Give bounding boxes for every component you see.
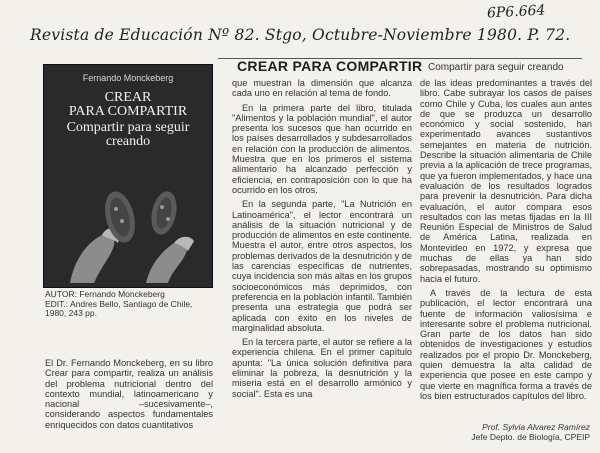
text-column-right (420, 78, 592, 424)
review-signature (428, 422, 590, 442)
paragraph: En la primera parte del libro, titulada "Alimentos y la población mundial", el autor presenta los sucesos que han ocurrido en los países desarrollados y subdesarrollados en relación con la producción de alimentos. Muestra que en los primeros el sistema alimentario ha alcanzado perfección y eficiencia, en contraposición con lo que ha ocurrido en los otros. (232, 102, 412, 195)
paragraph: A través de la lectura de esta publicación, el lector encontrará una fuente de información valiosísima e interesante sobre el problema nutricional. Gran parte de los datos han sido obtenidos de investigaciones y estudios realizados por el propio Dr. Monckeberg, quien demuestra la alta calidad de experiencia que posee en este campo y que vierte en magnífica forma a través de los bien estructurados capítulos del libro. (420, 287, 592, 401)
catalog-number: 6P6.664 (486, 2, 546, 22)
text-column-middle (232, 78, 412, 450)
caption-author: AUTOR: Fernando Monckeberg (45, 289, 165, 299)
cover-subtitle: Compartir para seguir creando (66, 120, 190, 149)
paragraph: En la segunda parte, "La Nutrición en Latinoamérica", el lector encontrará un análisis de la situación nutricional y de producción de alimentos en este continente. Muestra el autor, entre otros aspectos, los problemas derivados de la desnutrición y de las carencias específicas de nutrientes, cuya incidencia son más altas en los grupos socioeconómicos más deprimidos, con preferencia en la población infantil. También presenta una estrategia que podrá ser aplicada con éxito en los niveles de marginalidad absoluta. (232, 199, 412, 333)
paragraph: de las ideas predominantes a través del libro. Cabe subrayar los casos de países como Chile y Cuba, los cuales aun antes de que se produzca un desarrollo económico y social sostenido, han experimentado avances sustantivos semejantes en materia de nutrición. Describe la situación alimentaria de Chile previa a la aplicación de trece programas, que ya fueron implementados, y hace una evaluación de los resultados logrados para prevenir la desnutrición. Para dicha evaluación, el autor compara esos resultados con las metas fijadas en la III Reunión Especial de Ministros de Salud de América Latina, realizada en Montevideo en 1972, y expresa que muchas de ellas ya han sido sobrepasadas, mostrando su optimismo hacia el futuro. (420, 78, 592, 284)
book-cover (43, 64, 213, 288)
caption-publisher: EDIT.: Andres Bello, Santiago de Chile, (45, 298, 193, 309)
cover-author: Fernando Monckeberg (82, 73, 174, 83)
cover-illustration (50, 169, 206, 283)
text-column-left (45, 358, 213, 450)
book-caption (45, 290, 213, 319)
signature-name: Prof. Sylvia Alvarez Ramírez (482, 422, 590, 432)
article-subheading: Compartir para seguir creando (428, 62, 564, 73)
signature-role: Jefe Depto. de Biología, CPEIP (471, 432, 590, 442)
paragraph: que muestran la dimensión que alcanza cada uno en relación al tema de fondo. (232, 78, 412, 99)
paragraph: El Dr. Fernando Monckeberg, en su libro Crear para compartir, realiza un análisis del problema nutricional dentro del contexto mundial, latinoamericano y nacional –sucesivamente–, considerando aspectos fundamentales enriquecidos con datos cuantitativos (45, 358, 213, 430)
caption-year: 1980, 243 pp. (45, 308, 97, 318)
cover-title: CREAR PARA COMPARTIR (68, 90, 188, 119)
handwritten-source-note: Revista de Educación Nº 82. Stgo, Octubre-Noviembre 1980. P. 72. (30, 26, 571, 44)
paragraph: En la tercera parte, el autor se refiere a la experiencia chilena. En el primer capítulo apunta: "La única solución definitiva para eliminar la pobreza, la desnutrición y la miseria está en el desarrollo armónico y social". Esta es una (232, 337, 412, 399)
article-heading: CREAR PARA COMPARTIR (237, 58, 423, 74)
